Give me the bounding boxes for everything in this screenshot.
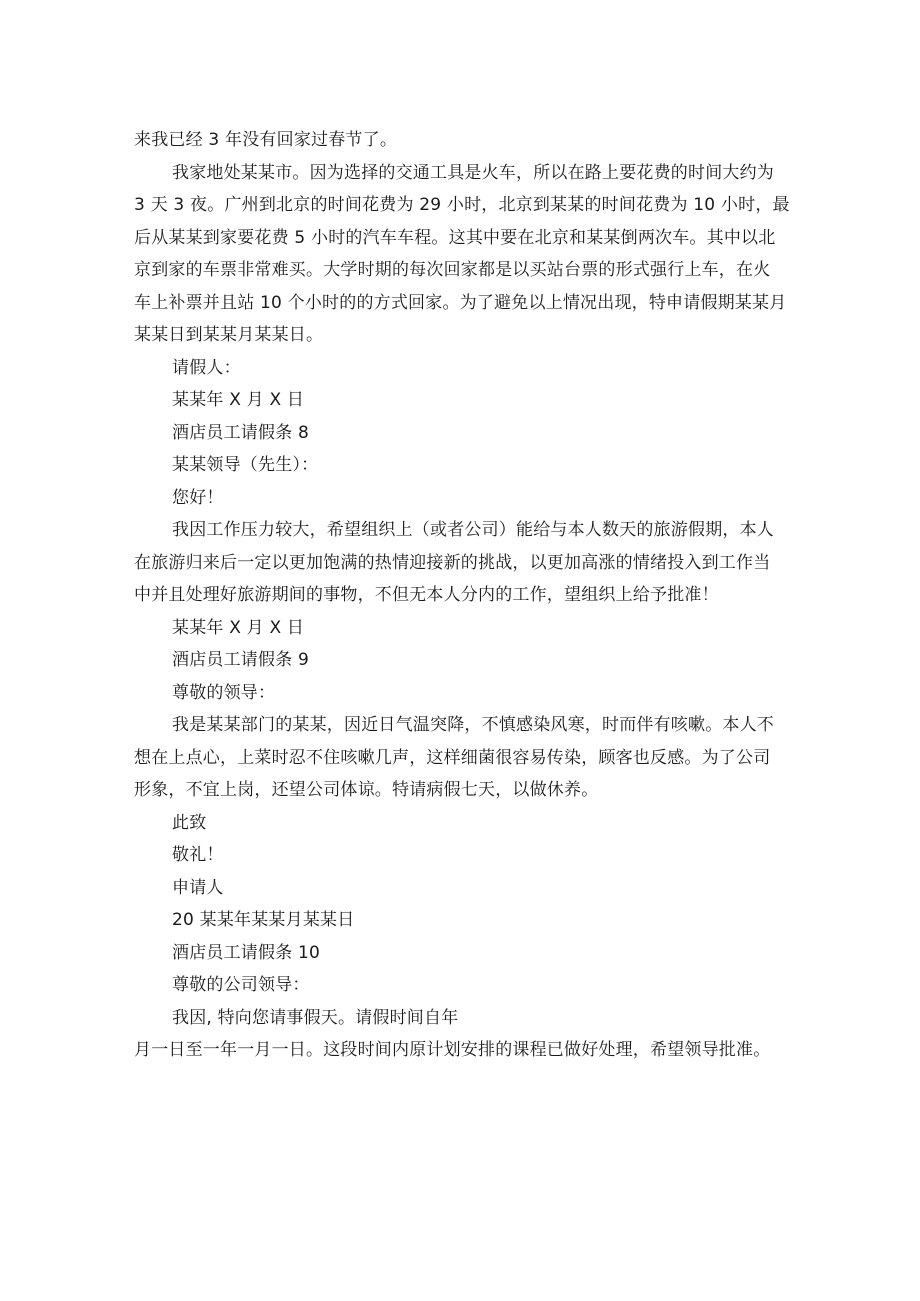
signatory-label: 申请人: [172, 877, 224, 898]
date-line: 20 某某年某某月某某日: [172, 910, 355, 930]
salutation: 尊敬的公司领导：: [172, 975, 310, 995]
text-line: 某某日到某某月某某日。: [134, 325, 324, 345]
closing: 此致: [172, 812, 207, 833]
closing: 敬礼！: [172, 845, 224, 865]
text-line: 我因工作压力较大，希望组织上（或者公司）能给与本人数天的旅游假期，本人: [172, 520, 774, 540]
document-body: [134, 124, 790, 1067]
text-line: 我因, 特向您请事假天。请假时间自年: [172, 1007, 459, 1028]
text-line: 中并且处理好旅游期间的事物，不但无本人分内的工作，望组织上给予批准！: [134, 585, 719, 605]
text-line: 在旅游归来后一定以更加饱满的热情迎接新的挑战，以更加高涨的情绪投入到工作当: [134, 552, 771, 573]
text-line: 月一日至一年一月一日。这段时间内原计划安排的课程已做好处理，希望领导批准。: [134, 1040, 771, 1060]
date-line: 某某年 X 月 X 日: [172, 617, 305, 638]
salutation: 某某领导（先生）：: [172, 455, 319, 475]
date-line: 某某年 X 月 X 日: [172, 390, 305, 410]
text-line: 想在上点心，上菜时忍不住咳嗽几声，这样细菌很容易传染，顾客也反感。为了公司: [134, 747, 771, 768]
text-line: 我是某某部门的某某，因近日气温突降，不慎感染风寒，时而伴有咳嗽。本人不: [172, 715, 774, 735]
text-line: 车上补票并且站 10 个小时的的方式回家。为了避免以上情况出现，特申请假期某某月: [134, 292, 787, 313]
section-title: 酒店员工请假条 9: [172, 650, 310, 670]
text-line: 3 天 3 夜。广州到北京的时间花费为 29 小时，北京到某某的时间花费为 10 小时，最: [134, 195, 790, 215]
section-title: 酒店员工请假条 10: [172, 942, 321, 963]
text-line: 我家地处某某市。因为选择的交通工具是火车，所以在路上要花费的时间大约为: [172, 162, 774, 183]
text-line: 京到家的车票非常难买。大学时期的每次回家都是以买站台票的形式强行上车，在火: [134, 260, 771, 280]
text-line: 形象，不宜上岗，还望公司体谅。特请病假七天，以做休养。: [134, 780, 599, 800]
section-title: 酒店员工请假条 8: [172, 422, 310, 443]
text-line: 来我已经 3 年没有回家过春节了。: [134, 130, 398, 150]
text-line: 后从某某到家要花费 5 小时的汽车车程。这其中要在北京和某某倒两次车。其中以北: [134, 227, 776, 248]
salutation: 尊敬的领导：: [172, 682, 276, 703]
greeting: 您好！: [172, 487, 224, 508]
signatory-label: 请假人：: [172, 357, 241, 378]
